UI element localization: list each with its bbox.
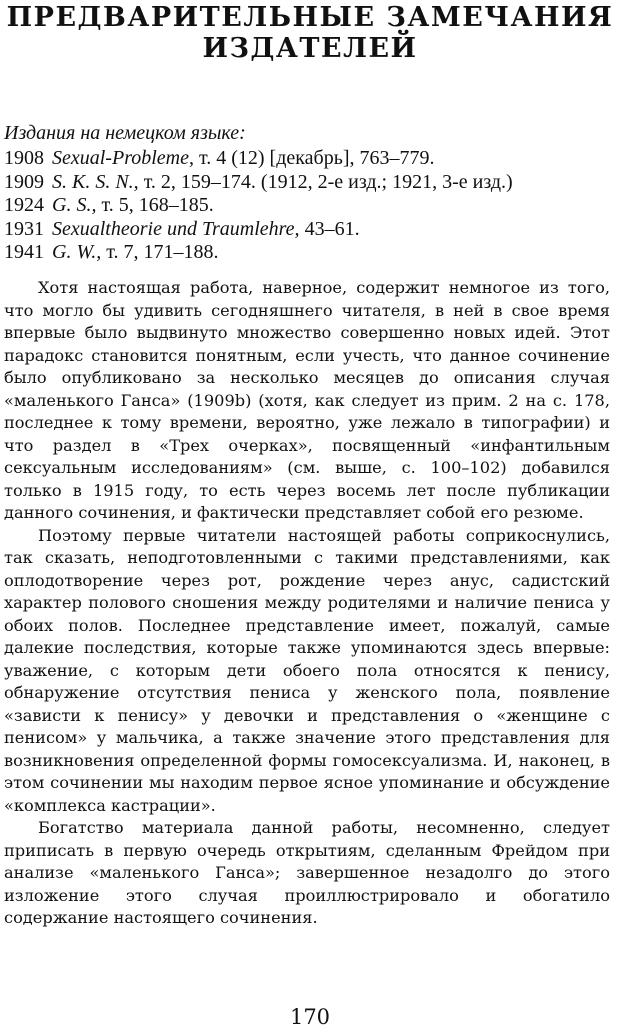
edition-details: т. 4 (12) [декабрь], 763–779.	[193, 147, 435, 169]
edition-entry	[4, 171, 513, 195]
chapter-title-line-1: ПРЕДВАРИТЕЛЬНЫЕ ЗАМЕЧАНИЯ	[6, 2, 614, 33]
edition-entry	[4, 147, 513, 171]
edition-details: т. 7, 171–188.	[101, 241, 219, 263]
edition-details: т. 5, 168–185.	[96, 194, 214, 216]
paragraph: Хотя настоящая работа, наверное, содержит немногое из того, что могло бы удивить сегодняшнего читателя, в ней в свое время впервые было выдвинуто множество совершенно новых идей. Этот парадокс становится понятным, если учесть, что данное сочинение было опубликовано за несколько месяцев до описания случая «маленького Ганса» (1909b) (хотя, как следует из прим. 2 на с. 178, последнее к тому времени, вероятно, уже лежало в типографии) и что раздел в «Трех очерках», посвященный «инфантильным сексуальным исследованиям» (см. выше, с. 100–102) добавился только в 1915 году, то есть через восемь лет после публикации данного сочинения, и фактически представляет собой его резюме.	[4, 278, 610, 522]
edition-list	[4, 147, 513, 265]
edition-title: Sexual-Probleme,	[52, 147, 194, 169]
edition-details: 43–61.	[299, 217, 360, 240]
editions-heading: Издания на немецком языке:	[4, 122, 246, 144]
edition-year: 1931	[4, 217, 44, 240]
page-number: 170	[289, 1005, 331, 1029]
edition-year: 1924	[4, 194, 44, 216]
edition-title: S. K. S. N.,	[52, 170, 139, 193]
paragraph: Богатство материала данной работы, несомненно, следует приписать в первую очередь открытиям, сделанным Фрейдом при анализе «маленького Ганса»; завершенное незадолго до этого изложение этого случая проиллюстрировало и обогатило содержание настоящего сочинения.	[4, 818, 610, 927]
edition-title: Sexualtheorie und Traumlehre,	[52, 217, 300, 240]
edition-entry	[4, 194, 513, 218]
edition-entry	[4, 218, 513, 242]
edition-year: 1909	[4, 170, 44, 193]
edition-entry	[4, 241, 513, 265]
body-text	[4, 277, 610, 930]
edition-details: т. 2, 159–174. (1912, 2-е изд.; 1921, 3-е изд.)	[138, 170, 513, 193]
paragraph: Поэтому первые читатели настоящей работы соприкоснулись, так сказать, неподготовленными с такими представлениями, как оплодотворение через рот, рождение через анус, садистский характер полового сношения между родителями и наличие пениса у обоих полов. Последнее представление имеет, пожалуй, самые далекие последствия, которые также упоминаются здесь впервые: уважение, с которым дети обоего пола относятся к пенису, обнаружение отсутствия пениса у женского пола, появление «зависти к пенису» у девочки и представления о «женщине с пенисом» у мальчика, а также значение этого представления для возникновения определенной формы гомосексуализма. И, наконец, в этом сочинении мы находим первое ясное упоминание и обсуждение «комплекса кастрации».	[4, 525, 610, 815]
edition-year: 1941	[4, 241, 44, 263]
chapter-title-line-2: ИЗДАТЕЛЕЙ	[202, 33, 418, 64]
edition-title: G. W.,	[52, 241, 102, 263]
edition-title: G. S.,	[52, 194, 97, 216]
edition-year: 1908	[4, 147, 44, 169]
